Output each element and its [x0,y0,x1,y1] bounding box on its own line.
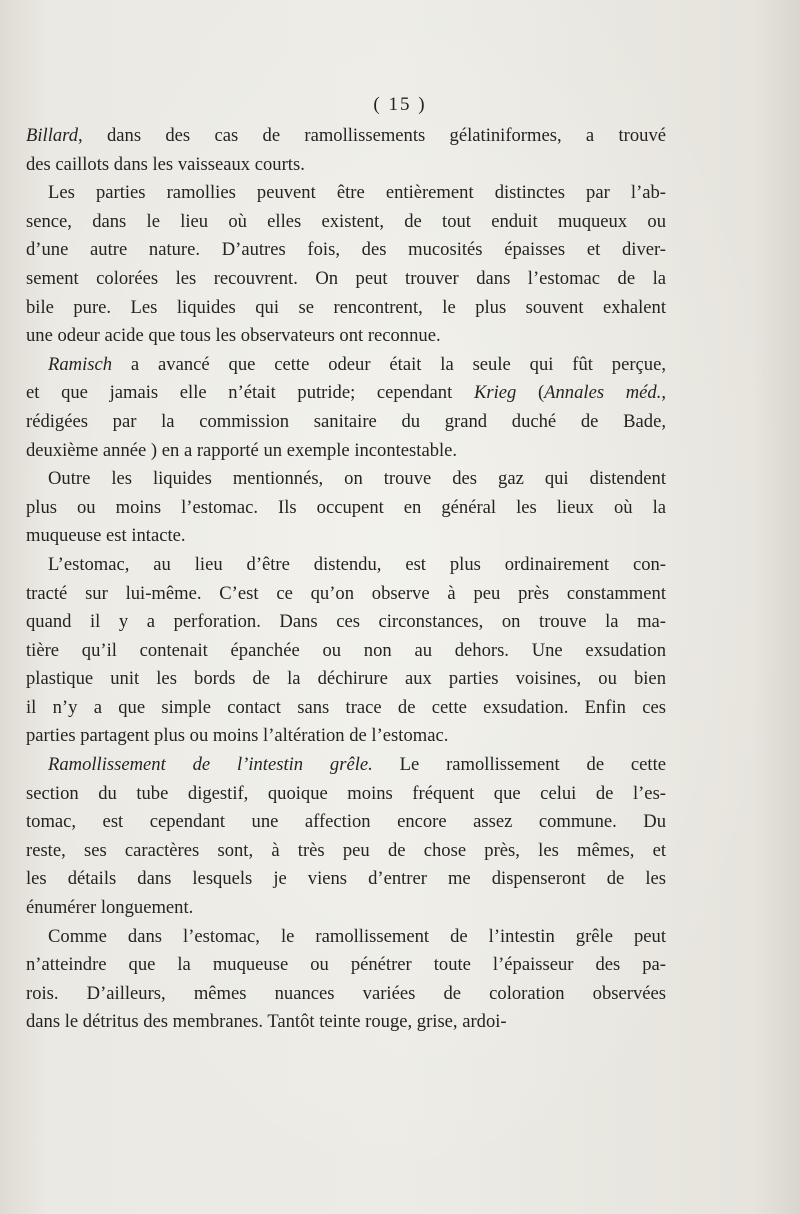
text-line [26,608,666,637]
text-line [26,236,666,265]
text-run: des caillots dans les vaisseaux courts. [26,153,305,175]
text-line [26,179,666,208]
paragraph [26,923,666,1037]
text-run: quand il y a perforation. Dans ces circonstances, on trouve la ma- [26,611,666,633]
text-line [26,694,666,723]
text-run: Outre les liquides mentionnés, on trouve des gaz qui distendent [48,468,666,490]
italic-text: Ramisch [48,353,113,375]
text-run: Le ramollissement de cette [372,754,666,776]
text-run: , dans des cas de ramollissements gélatiniformes, a trouvé [78,125,666,146]
text-run: rois. D’ailleurs, mêmes nuances variées de coloration observées [26,982,666,1004]
text-run: et que jamais elle n’était putride; cependant [26,382,474,404]
text-line [26,637,666,666]
text-line [26,722,666,751]
text-line [26,551,666,580]
body-text [26,122,666,1037]
text-line [26,122,666,151]
text-run: une odeur acide que tous les observateurs ont reconnue. [26,325,441,347]
text-line [26,951,666,980]
text-line [26,151,666,180]
text-run: il n’y a que simple contact sans trace de cette exsudation. Enfin ces [26,696,666,718]
paragraph [26,465,666,551]
text-line [26,408,666,437]
text-run: parties partagent plus ou moins l’altération de l’estomac. [26,725,449,747]
text-run: L’estomac, au lieu d’être distendu, est plus ordinairement con- [48,553,666,575]
text-run: tière qu’il contenait épanchée ou non au dehors. Une exsudation [26,639,666,661]
text-line [26,865,666,894]
text-run: muqueuse est intacte. [26,525,186,547]
text-line [26,751,666,780]
text-run: tomac, est cependant une affection encore assez commune. Du [26,811,666,833]
paragraph [26,122,666,179]
text-run: ( [516,382,545,404]
italic-text: Billard [26,125,78,146]
text-run: d’une autre nature. D’autres fois, des mucosités épaisses et diver- [26,239,666,261]
text-run: Les parties ramollies peuvent être entièrement distinctes par l’ab- [48,182,666,204]
paragraph [26,179,666,351]
text-run: deuxième année ) en a rapporté un exemple incontestable. [26,439,458,461]
text-run: Comme dans l’estomac, le ramollissement de l’intestin grêle peut [48,925,666,947]
text-run: sence, dans le lieu où elles existent, de tout enduit muqueux ou [26,210,666,232]
text-run: a avancé que cette odeur était la seule qui fût perçue, [112,353,666,375]
text-run: les détails dans lesquels je viens d’entrer me dispenseront de les [26,868,666,890]
paragraph [26,551,666,751]
text-line [26,294,666,323]
text-run: sement colorées les recouvrent. On peut trouver dans l’estomac de la [26,267,666,289]
text-line [26,379,666,408]
text-run: rédigées par la commission sanitaire du grand duché de Bade, [26,410,666,432]
text-run: dans le détritus des membranes. Tantôt teinte rouge, grise, ardoi- [26,1011,507,1033]
text-line [26,923,666,952]
text-line [26,522,666,551]
text-run: plastique unit les bords de la déchirure aux parties voisines, ou bien [26,668,666,690]
text-line [26,665,666,694]
text-line [26,980,666,1009]
paragraph [26,351,666,465]
text-run: plus ou moins l’estomac. Ils occupent en général les lieux où la [26,496,666,518]
text-line [26,465,666,494]
text-line [26,437,666,466]
text-run: bile pure. Les liquides qui se rencontrent, le plus souvent exhalent [26,296,666,318]
text-line [26,837,666,866]
text-run: n’atteindre que la muqueuse ou pénétrer toute l’épaisseur des pa- [26,954,666,976]
text-line [26,265,666,294]
text-line [26,808,666,837]
text-line [26,322,666,351]
paragraph [26,751,666,923]
text-line [26,494,666,523]
text-line [26,780,666,809]
text-run: , [661,382,666,404]
italic-text: Ramollissement de l’intestin grêle. [48,754,373,776]
text-run: section du tube digestif, quoique moins fréquent que celui de l’es- [26,782,666,804]
page-number: ( 15 ) [373,94,427,115]
text-line [26,208,666,237]
text-run: reste, ses caractères sont, à très peu de chose près, les mêmes, et [26,839,666,861]
text-run: tracté sur lui-même. C’est ce qu’on observe à peu près constamment [26,582,666,604]
text-line [26,894,666,923]
text-line [26,351,666,380]
text-line [26,1008,666,1037]
italic-text: Krieg [473,382,517,404]
text-line [26,580,666,609]
text-run: énumérer longuement. [26,897,194,919]
italic-text: Annales méd. [544,382,662,404]
